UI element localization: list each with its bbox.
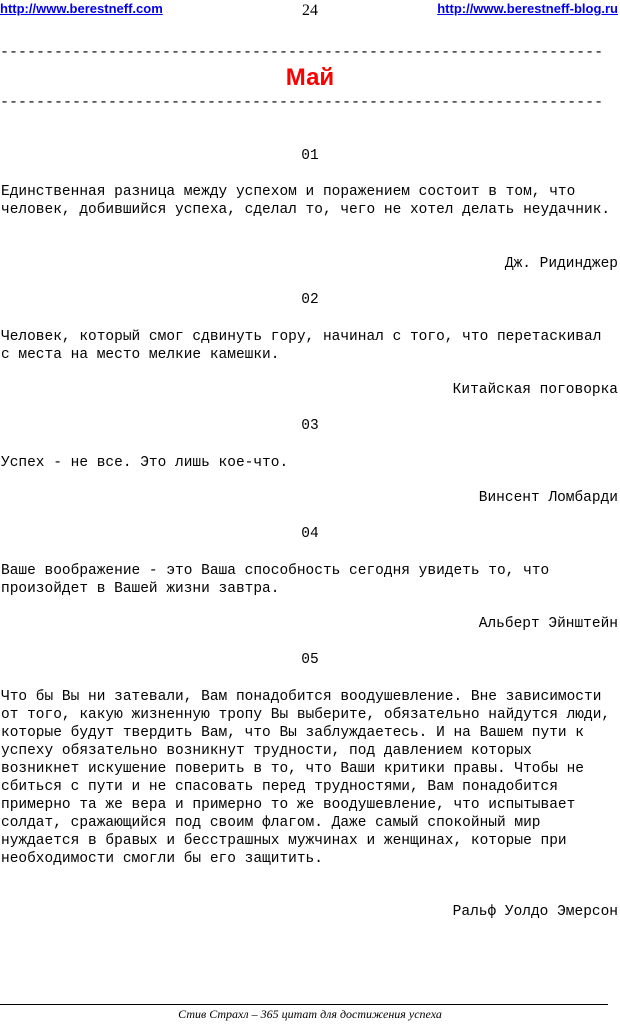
- quote-author: Альберт Эйнштейн: [478, 616, 618, 632]
- page-number: 24: [302, 2, 318, 19]
- quote-text: Что бы Вы ни затевали, Вам понадобится воодушевление. Вне зависимости от того, какую жизненную тропу Вы выберите, обязательно найдутся люди, которые будут твердить Вам, что Вы заблуждаетесь. И на Вашем пути к успеху обязательно возникнут трудности, под давлением которых возникнет искушение поверить в то, что Ваши критики правы. Чтобы не сбиться с пути и не спасовать перед трудностями, Вам понадобится примерно та же вера и примерно то же воодушевление, что испытывает солдат, сражающийся под своим флагом. Даже самый спокойный мир нуждается в бравых и бесстрашных мужчинах и женщинах, которые при необходимости смогли бы его защитить.: [1, 689, 611, 867]
- top-separator: -------------------------------------------------------------------: [0, 45, 604, 60]
- quote-text: Человек, который смог сдвинуть гору, начинал с того, что перетаскивал с места на место мелкие камешки.: [1, 329, 602, 363]
- quote-author: Ральф Уолдо Эмерсон: [452, 904, 618, 920]
- quote-author: Дж. Ридинджер: [504, 256, 618, 272]
- quote-number: 04: [301, 526, 319, 542]
- quote-text: Ваше воображение - это Ваша способность сегодня увидеть то, что произойдет в Вашей жизни завтра.: [1, 563, 550, 597]
- quote-number: 02: [301, 292, 319, 308]
- bottom-separator: -------------------------------------------------------------------: [0, 95, 604, 110]
- quote-text: Единственная разница между успехом и поражением состоит в том, что человек, добившийся успеха, сделал то, чего не хотел делать неудачник.: [1, 184, 611, 218]
- month-title: Май: [285, 64, 335, 91]
- header-left-link[interactable]: http://www.berestneff.com: [0, 1, 163, 16]
- footer-divider: [0, 1004, 608, 1005]
- quote-number: 05: [301, 652, 319, 668]
- quote-number: 03: [301, 418, 319, 434]
- quote-author: Винсент Ломбарди: [478, 490, 618, 506]
- quote-text: Успех - не все. Это лишь кое-что.: [1, 455, 289, 471]
- quote-author: Китайская поговорка: [452, 382, 618, 398]
- header-right-link[interactable]: http://www.berestneff-blog.ru: [437, 1, 618, 16]
- quote-number: 01: [301, 148, 319, 164]
- footer-text: Стив Страхл – 365 цитат для достижения успеха: [178, 1007, 442, 1021]
